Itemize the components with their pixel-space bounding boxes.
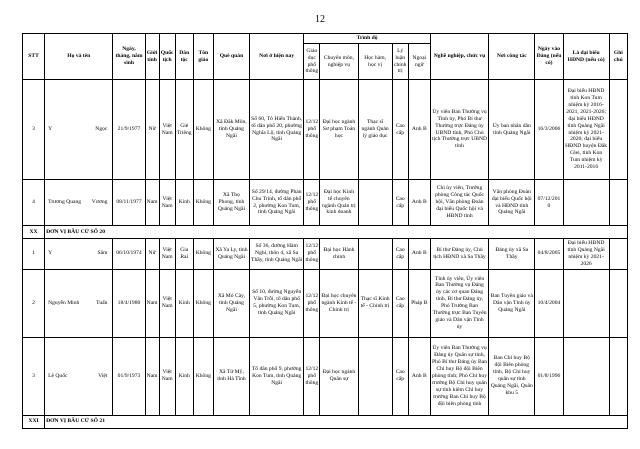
header-name: Họ và tên	[45, 34, 113, 80]
cell-residence: Số 36, đường Hàm Nghi, thôn 4, xã Sa Thầy, tỉnh Quảng Ngãi	[250, 239, 304, 270]
cell-general: 12/12 phổ thông	[304, 337, 320, 415]
cell-stt: 3	[23, 80, 45, 180]
cell-language: Anh B	[408, 180, 430, 226]
section-roman: XX	[23, 226, 45, 239]
cell-degree: Thạc sĩ ngành Quản lý giáo dục	[358, 80, 392, 180]
cell-occupation: Chi ủy viên, Trưởng phòng Công tác Quốc hội, Văn phòng Đoàn đại biểu Quốc hội và HĐND tỉnh	[430, 180, 488, 226]
header-nationality: Quốc tịch	[159, 34, 175, 80]
cell-workplace: Đảng ủy xã Sa Thầy	[489, 239, 535, 270]
cell-religion: Không	[193, 269, 213, 337]
cell-nationality: Việt Nam	[159, 269, 175, 337]
section-row-21	[23, 415, 628, 428]
cell-name	[45, 80, 113, 180]
cell-delegate: Đại biểu HĐND tỉnh Kon Tum nhiệm kỳ 2016-2021, 2021-2026; đại biểu HĐND tỉnh Quảng Ngãi nhiệm kỳ 2021-2026; đại biểu HĐND huyện Đăk Glei, tỉnh Kon Tum nhiệm kỳ 2011-2016	[563, 80, 609, 180]
header-party-date: Ngày vào Đảng (nếu có)	[535, 34, 563, 80]
cell-residence: Số 60, Tô Hiến Thành, tổ dân phố 20, phường Nghĩa Lộ, tỉnh Quảng Ngãi	[250, 80, 304, 180]
table-row	[23, 80, 628, 180]
header-edu-degree: Học hàm, học vị	[358, 44, 392, 80]
cell-general: 12/12 phổ thông	[304, 80, 320, 180]
header-stt: STT	[23, 34, 45, 80]
cell-dob: 18/4/1980	[113, 269, 145, 337]
cell-political: Cao cấp	[392, 180, 408, 226]
header-hometown: Quê quán	[213, 34, 249, 80]
cell-name	[45, 337, 113, 415]
name-family: Lê Quốc	[48, 372, 68, 379]
cell-general: 12/12 phổ thông	[304, 269, 320, 337]
table-row	[23, 269, 628, 337]
cell-religion: Không	[193, 180, 213, 226]
cell-language: Anh B	[408, 80, 430, 180]
cell-hometown: Xã Thọ Phong, tỉnh Quảng Ngãi	[213, 180, 249, 226]
section-title: ĐƠN VỊ BẦU CỬ SỐ 20	[45, 226, 628, 239]
name-family: Nguyễn Minh	[48, 299, 80, 306]
cell-workplace: Ban Tuyên giáo và Dân vận Tỉnh ủy Quảng Ngãi	[489, 269, 535, 337]
cell-residence: Số 29/14, đường Phan Chu Trinh, tổ dân phố 2, phường Kon Tum, tỉnh Quảng Ngãi	[250, 180, 304, 226]
cell-stt: 3	[23, 337, 45, 415]
cell-delegate: Đại biểu HĐND tỉnh Quảng Ngãi nhiệm kỳ 2021-2026	[563, 239, 609, 270]
section-title: ĐƠN VỊ BẦU CỬ SỐ 21	[45, 415, 628, 428]
cell-party-date: 10/4/2004	[535, 269, 563, 337]
cell-occupation: Ủy viên Ban Thường vụ Tỉnh ủy, Phó Bí thư Thường trực Đảng ủy UBND tỉnh, Phó Chủ tịch Thường trực UBND tỉnh	[430, 80, 488, 180]
header-edu-language: Ngoại ngữ	[408, 44, 430, 80]
cell-residence: Số 10, đường Nguyễn Văn Trỗi, tổ dân phố 5, phường Kon Tum, tỉnh Quảng Ngãi	[250, 269, 304, 337]
cell-residence: Tổ dân phố 9, phường Kon Tum, tỉnh Quảng Ngãi	[250, 337, 304, 415]
cell-language: Anh B	[408, 239, 430, 270]
name-family: Y	[48, 250, 53, 257]
cell-workplace: Ban Chỉ huy Bộ đội Biên phòng tỉnh, Bộ Chỉ huy quân sự tỉnh Quảng Ngãi, Quân khu 5	[489, 337, 535, 415]
cell-delegate	[563, 337, 609, 415]
cell-delegate	[563, 180, 609, 226]
cell-occupation: Bí thư Đảng ủy, Chủ tịch HĐND xã Sa Thầy	[430, 239, 488, 270]
cell-note	[609, 239, 627, 270]
cell-party-date: 04/8/2005	[535, 239, 563, 270]
cell-gender: Nam	[145, 269, 159, 337]
cell-professional: Đại học Hành chính	[320, 239, 358, 270]
cell-language: Pháp B	[408, 269, 430, 337]
cell-nationality: Việt Nam	[159, 80, 175, 180]
header-gender: Giới tính	[145, 34, 159, 80]
page-number: 12	[315, 14, 325, 25]
cell-gender: Nam	[145, 337, 159, 415]
cell-gender: Nữ	[145, 239, 159, 270]
cell-degree	[358, 337, 392, 415]
cell-religion: Không	[193, 80, 213, 180]
cell-religion: Không	[193, 337, 213, 415]
cell-general: 12/12 phổ thông	[304, 180, 320, 226]
cell-professional: Đại học chuyên ngành Kinh tế - Chính trị	[320, 269, 358, 337]
cell-nationality: Việt Nam	[159, 180, 175, 226]
name-family: Y	[48, 126, 53, 132]
header-edu-professional: Chuyên môn, nghiệp vụ	[320, 44, 358, 80]
cell-occupation: Ủy viên Ban Thường vụ Đảng ủy Quân sự tỉnh, Phó Bí thư Đảng ủy Ban Chỉ huy Bộ đội Biên phòng tỉnh; Phó Chỉ huy trưởng Bộ Chỉ huy quân sự tỉnh kiêm Chỉ huy trưởng Ban Chỉ huy Bộ đội biên phòng tỉnh	[430, 337, 488, 415]
header-edu-political: Lý luận chính trị	[392, 44, 408, 80]
cell-professional: Đại học ngành Sư phạm Toán học	[320, 80, 358, 180]
cell-ethnicity: Giẻ Triêng	[175, 80, 193, 180]
cell-nationality: Việt Nam	[159, 239, 175, 270]
header-delegate: Là đại biểu HĐND (nếu có)	[563, 34, 609, 80]
table-row	[23, 337, 628, 415]
cell-stt: 2	[23, 269, 45, 337]
cell-ethnicity: Kinh	[175, 337, 193, 415]
cell-religion: Không	[193, 239, 213, 270]
cell-note	[609, 180, 627, 226]
cell-ethnicity: Gia Rai	[175, 239, 193, 270]
cell-note	[609, 269, 627, 337]
cell-name	[45, 269, 113, 337]
cell-party-date: 07/12/2010	[535, 180, 563, 226]
name-given: Vương	[91, 199, 108, 205]
cell-party-date: 01/8/1996	[535, 337, 563, 415]
cell-ethnicity: Kinh	[175, 180, 193, 226]
cell-political: Cao cấp	[392, 239, 408, 270]
cell-name	[45, 239, 113, 270]
cell-degree	[358, 180, 392, 226]
cell-political: Cao cấp	[392, 80, 408, 180]
name-family: Trương Quang	[48, 199, 82, 205]
cell-hometown: Xã Mỏ Cày, tỉnh Quảng Ngãi	[213, 269, 249, 337]
cell-hometown: Xã Ya Ly, tỉnh Quảng Ngãi	[213, 239, 249, 270]
cell-gender: Nữ	[145, 80, 159, 180]
cell-occupation: Tỉnh ủy viên, Ủy viên Ban Thường vụ Đảng ủy các cơ quan Đảng tỉnh, Bí thư Đảng ủy, Phó Trưởng Ban Thường trực Ban Tuyên giáo và Dân vận Tỉnh ủy	[430, 269, 488, 337]
cell-stt: 1	[23, 239, 45, 270]
header-note: Ghi chú	[609, 34, 627, 80]
cell-general: 12/12 phổ thông	[304, 239, 320, 270]
cell-hometown: Xã Đăk Môn, tỉnh Quảng Ngãi	[213, 80, 249, 180]
name-given: Việt	[98, 372, 108, 379]
cell-dob: 01/9/1973	[113, 337, 145, 415]
name-given: Ngọc	[95, 126, 108, 132]
header-dob: Ngày, tháng, năm sinh	[113, 34, 145, 80]
cell-ethnicity: Kinh	[175, 269, 193, 337]
cell-workplace: Ủy ban nhân dân tỉnh Quảng Ngãi	[489, 80, 535, 180]
cell-nationality: Việt Nam	[159, 337, 175, 415]
section-roman: XXI	[23, 415, 45, 428]
header-occupation: Nghề nghiệp, chức vụ	[430, 34, 488, 80]
cell-language: Anh B	[408, 337, 430, 415]
name-given: Sâm	[97, 250, 108, 257]
header-religion: Tôn giáo	[193, 34, 213, 80]
header-ethnicity: Dân tộc	[175, 34, 193, 80]
table-row	[23, 180, 628, 226]
header-education: Trình độ	[304, 34, 431, 44]
cell-note	[609, 80, 627, 180]
cell-dob: 08/11/1977	[113, 180, 145, 226]
cell-name	[45, 180, 113, 226]
cell-professional: Đại học ngành Quân sự	[320, 337, 358, 415]
cell-political: Cao cấp	[392, 269, 408, 337]
cell-workplace: Văn phòng Đoàn đại biểu Quốc hội và HĐND tỉnh Quảng Ngãi	[489, 180, 535, 226]
cell-degree: Thạc sĩ Kinh tế - Chính trị	[358, 269, 392, 337]
candidate-table	[22, 33, 628, 429]
cell-professional: Đại học Kinh tế chuyên ngành Quản trị kinh doanh	[320, 180, 358, 226]
cell-note	[609, 337, 627, 415]
section-row-20	[23, 226, 628, 239]
table-row	[23, 239, 628, 270]
cell-degree	[358, 239, 392, 270]
cell-delegate	[563, 269, 609, 337]
cell-hometown: Xã Tứ Mỹ, tỉnh Hà Tĩnh	[213, 337, 249, 415]
cell-dob: 21/9/1977	[113, 80, 145, 180]
cell-dob: 06/10/1974	[113, 239, 145, 270]
header-residence: Nơi ở hiện nay	[250, 34, 304, 80]
cell-party-date: 16/3/2006	[535, 80, 563, 180]
cell-political: Cao cấp	[392, 337, 408, 415]
header-workplace: Nơi công tác	[489, 34, 535, 80]
cell-gender: Nam	[145, 180, 159, 226]
cell-stt: 4	[23, 180, 45, 226]
name-given: Tuấn	[96, 299, 108, 306]
header-edu-general: Giáo dục phổ thông	[304, 44, 320, 80]
